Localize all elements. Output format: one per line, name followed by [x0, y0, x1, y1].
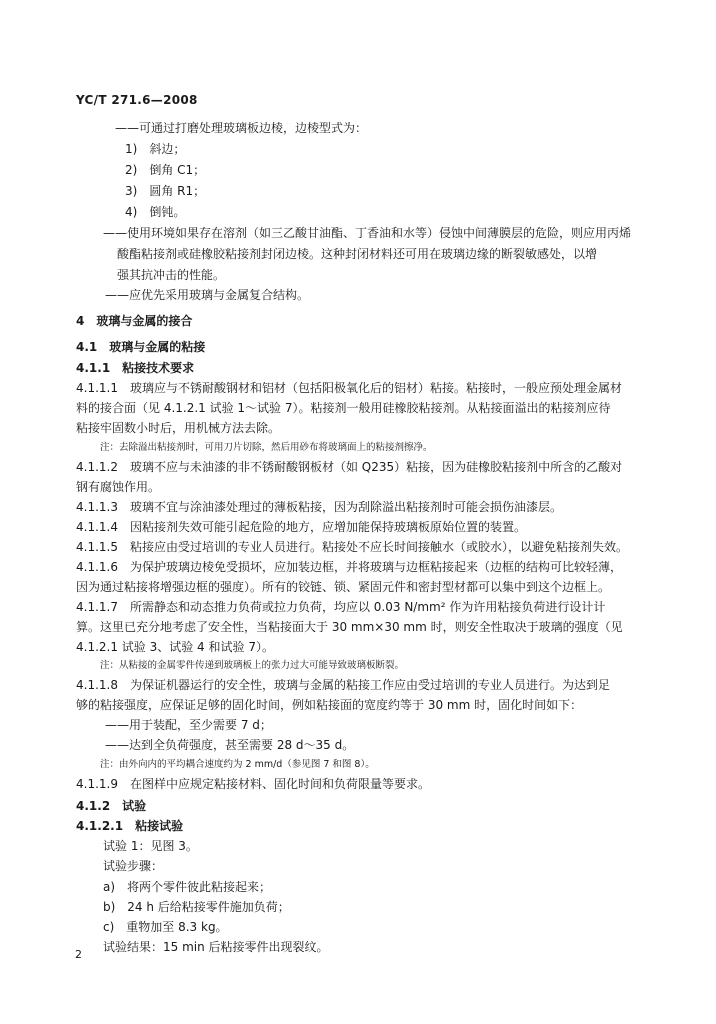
- clause-text: 4.1.1.9 在图样中应规定粘接材料、固化时间和负荷限量等要求。: [76, 777, 430, 791]
- text-line: ——可通过打磨处理玻璃板边棱，边棱型式为：: [115, 121, 368, 135]
- dash-item: ——用于装配，至少需要 7 d；: [105, 718, 272, 732]
- clause-text: 粘接牢固数小时后，用机械方法去除。: [76, 421, 281, 435]
- list-item: 2) 倒角 C1；: [125, 163, 206, 177]
- page-number: 2: [75, 948, 82, 961]
- text-line: ——使用环境如果存在溶剂（如三乙酸甘油酯、丁香油和水等）侵蚀中间薄膜层的危险，则应用丙烯: [103, 226, 632, 240]
- text-line: 酸酯粘接剂或硅橡胶粘接剂封闭边棱。这种封闭材料还可用在玻璃边缘的断裂敏感处，以增: [117, 247, 598, 261]
- list-item: c) 重物加至 8.3 kg。: [103, 920, 228, 934]
- list-item: a) 将两个零件彼此粘接起来；: [103, 880, 272, 894]
- clause-text: 4.1.1.6 为保护玻璃边棱免受损坏，应加装边框，并将玻璃与边框粘接起来（边框的结构可比较轻薄，: [76, 560, 622, 574]
- clause-text: 算。这里已充分地考虑了安全性，当粘接面大于 30 mm×30 mm 时，则安全性取决于玻璃的强度（见: [76, 620, 623, 634]
- clause-text: 4.1.1.1 玻璃应与不锈耐酸钢材和铝材（包括阳极氧化后的铝材）粘接。粘接时，一般应预处理金属材: [76, 381, 622, 395]
- clause-text: 够的粘接强度，应保证足够的固化时间，例如粘接面的宽度约等于 30 mm 时，固化时间如下：: [76, 698, 583, 712]
- standard-code-header: YC/T 271.6—2008: [76, 93, 198, 107]
- clause-text: 钢有腐蚀作用。: [76, 480, 161, 494]
- clause-text: 因为通过粘接将增强边框的强度）。所有的铰链、锁、紧固元件和密封型材都可以集中到这个边框上。: [76, 580, 611, 594]
- text-line: 强其抗冲击的性能。: [117, 268, 226, 282]
- note-text: 注：从粘接的金属零件传递到玻璃板上的张力过大可能导致玻璃板断裂。: [100, 660, 405, 671]
- test-text: 试验 1：见图 3。: [103, 839, 198, 853]
- clause-text: 4.1.2.1 试验 3、试验 4 和试验 7）。: [76, 640, 274, 654]
- clause-text: 4.1.1.5 粘接应由受过培训的专业人员进行。粘接处不应长时间接触水（或胶水），以避免粘接剂失效。: [76, 540, 628, 554]
- clause-text: 4.1.1.2 玻璃不应与未油漆的非不锈耐酸钢板材（如 Q235）粘接，因为硅橡胶粘接剂中所含的乙酸对: [76, 460, 623, 474]
- subsection-heading: 4.1.1 粘接技术要求: [76, 361, 195, 375]
- test-text: 试验步骤：: [103, 859, 164, 873]
- list-item: 1) 斜边；: [125, 142, 186, 156]
- clause-text: 4.1.1.4 因粘接剂失效可能引起危险的地方，应增加能保持玻璃板原始位置的装置。: [76, 520, 526, 534]
- dash-item: ——达到全负荷强度，甚至需要 28 d～35 d。: [105, 738, 355, 752]
- test-text: 试验结果：15 min 后粘接零件出现裂纹。: [103, 940, 329, 954]
- clause-text: 料的接合面（见 4.1.2.1 试验 1～试验 7）。粘接剂一般用硅橡胶粘接剂。从粘接面溢出的粘接剂应待: [76, 401, 611, 415]
- subsection-heading: 4.1.2.1 粘接试验: [76, 819, 184, 833]
- list-item: b) 24 h 后给粘接零件施加负荷；: [103, 900, 290, 914]
- list-item: 4) 倒钝。: [125, 205, 186, 219]
- section-heading: 4 玻璃与金属的接合: [76, 314, 193, 328]
- clause-text: 4.1.1.3 玻璃不宜与涂油漆处理过的薄板粘接，因为刮除溢出粘接剂时可能会损伤油漆层。: [76, 500, 562, 514]
- note-text: 注：由外向内的平均耦合速度约为 2 mm/d（参见图 7 和图 8）。: [100, 759, 375, 770]
- clause-text: 4.1.1.7 所需静态和动态推力负荷或拉力负荷，均应以 0.03 N/mm² 作为许用粘接负荷进行设计计: [76, 600, 606, 614]
- note-text: 注：去除溢出粘接剂时，可用刀片切除，然后用砂布将玻璃面上的粘接剂擦净。: [100, 442, 433, 453]
- subsection-heading: 4.1 玻璃与金属的粘接: [76, 340, 206, 354]
- list-item: 3) 圆角 R1；: [125, 184, 206, 198]
- text-line: ——应优先采用玻璃与金属复合结构。: [105, 288, 310, 302]
- clause-text: 4.1.1.8 为保证机器运行的安全性，玻璃与金属的粘接工作应由受过培训的专业人员进行。为达到足: [76, 678, 610, 692]
- subsection-heading: 4.1.2 试验: [76, 799, 147, 813]
